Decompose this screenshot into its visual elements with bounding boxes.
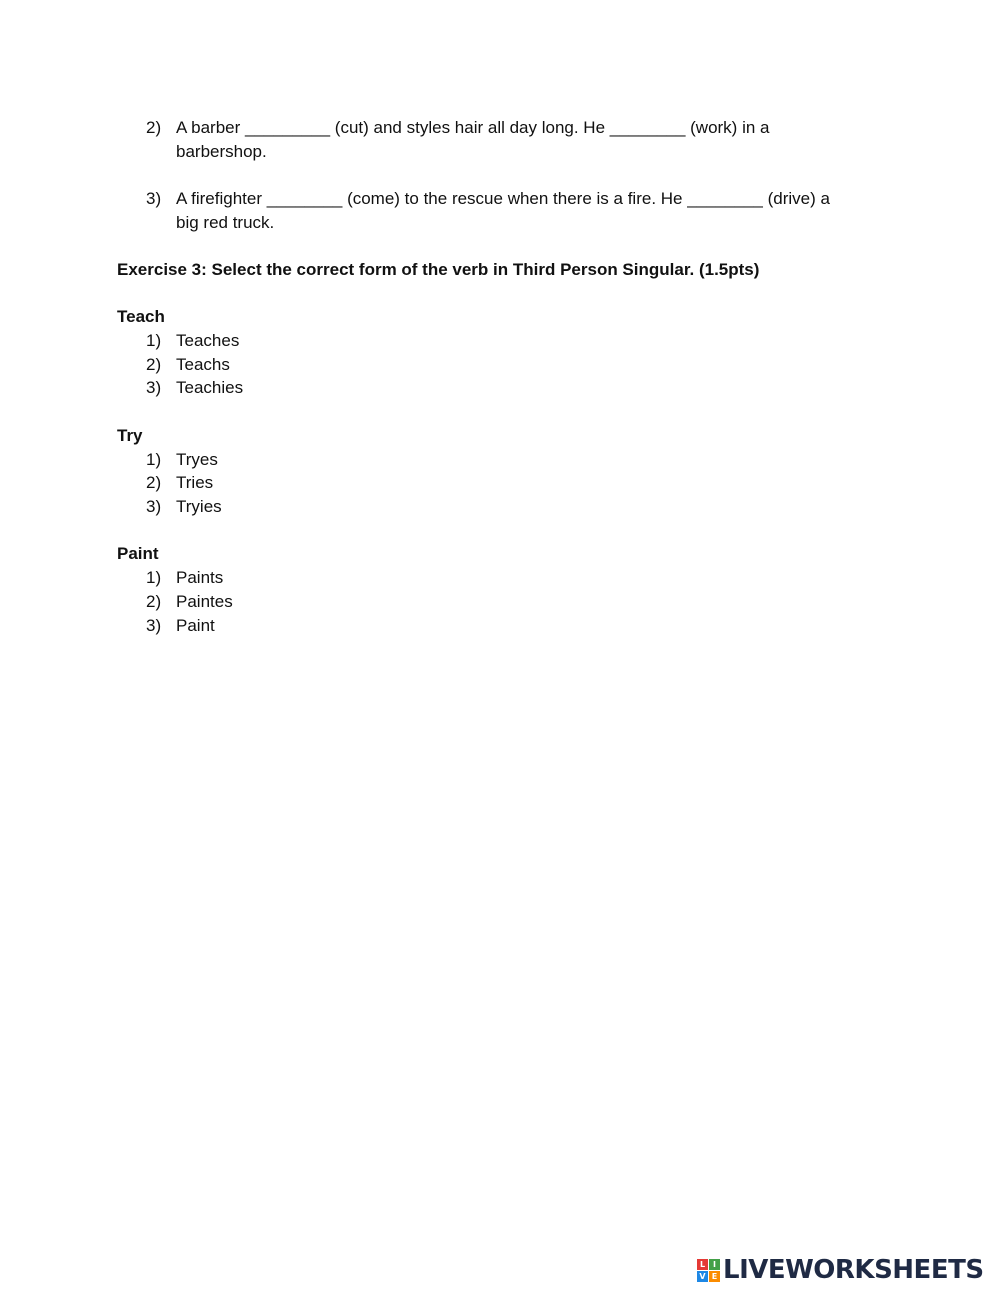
option-number: 2) bbox=[146, 355, 162, 374]
option-teach-2[interactable] bbox=[146, 353, 230, 377]
verb-heading-teach: Teach bbox=[117, 307, 165, 326]
option-label: Teachies bbox=[176, 378, 244, 397]
logo-mark-letter: I bbox=[709, 1259, 720, 1270]
option-number: 1) bbox=[146, 331, 162, 350]
option-paint-1[interactable] bbox=[146, 566, 223, 590]
option-number: 3) bbox=[146, 616, 162, 635]
option-teach-3[interactable] bbox=[146, 376, 243, 400]
option-label: Paints bbox=[176, 568, 224, 587]
logo-text: LIVEWORKSHEETS bbox=[723, 1255, 984, 1285]
option-label: Tryes bbox=[176, 450, 218, 469]
option-number: 1) bbox=[146, 568, 162, 587]
item-number: 2) bbox=[146, 118, 162, 137]
verb-heading-paint: Paint bbox=[117, 544, 159, 563]
option-label: Teaches bbox=[176, 331, 240, 350]
logo-mark-letter: E bbox=[709, 1271, 720, 1282]
option-paint-3[interactable] bbox=[146, 614, 215, 638]
item-line-2: barbershop. bbox=[176, 142, 267, 161]
item-line-1: A barber _________ (cut) and styles hair all day long. He ________ (work) in a bbox=[176, 118, 770, 137]
logo-mark-icon bbox=[697, 1259, 720, 1282]
option-label: Teachs bbox=[176, 355, 230, 374]
option-teach-1[interactable] bbox=[146, 329, 239, 353]
liveworksheets-logo bbox=[697, 1256, 984, 1284]
option-number: 2) bbox=[146, 473, 162, 492]
option-number: 1) bbox=[146, 450, 162, 469]
option-label: Tryies bbox=[176, 497, 222, 516]
option-paint-2[interactable] bbox=[146, 590, 233, 614]
logo-mark-letter: L bbox=[697, 1259, 708, 1270]
option-label: Paintes bbox=[176, 592, 233, 611]
item-number: 3) bbox=[146, 189, 162, 208]
item-line-1: A firefighter ________ (come) to the rescue when there is a fire. He ________ (drive) a bbox=[176, 189, 830, 208]
fill-in-item-3 bbox=[146, 187, 876, 235]
option-try-3[interactable] bbox=[146, 495, 222, 519]
option-try-2[interactable] bbox=[146, 471, 213, 495]
option-number: 3) bbox=[146, 378, 162, 397]
option-label: Paint bbox=[176, 616, 215, 635]
logo-mark-letter: V bbox=[697, 1271, 708, 1282]
option-label: Tries bbox=[176, 473, 214, 492]
item-line-2: big red truck. bbox=[176, 213, 275, 232]
fill-in-item-2 bbox=[146, 116, 876, 164]
verb-heading-try: Try bbox=[117, 426, 143, 445]
option-try-1[interactable] bbox=[146, 448, 218, 472]
option-number: 2) bbox=[146, 592, 162, 611]
option-number: 3) bbox=[146, 497, 162, 516]
exercise-3-title: Exercise 3: Select the correct form of the verb in Third Person Singular. (1.5pts) bbox=[117, 260, 760, 279]
